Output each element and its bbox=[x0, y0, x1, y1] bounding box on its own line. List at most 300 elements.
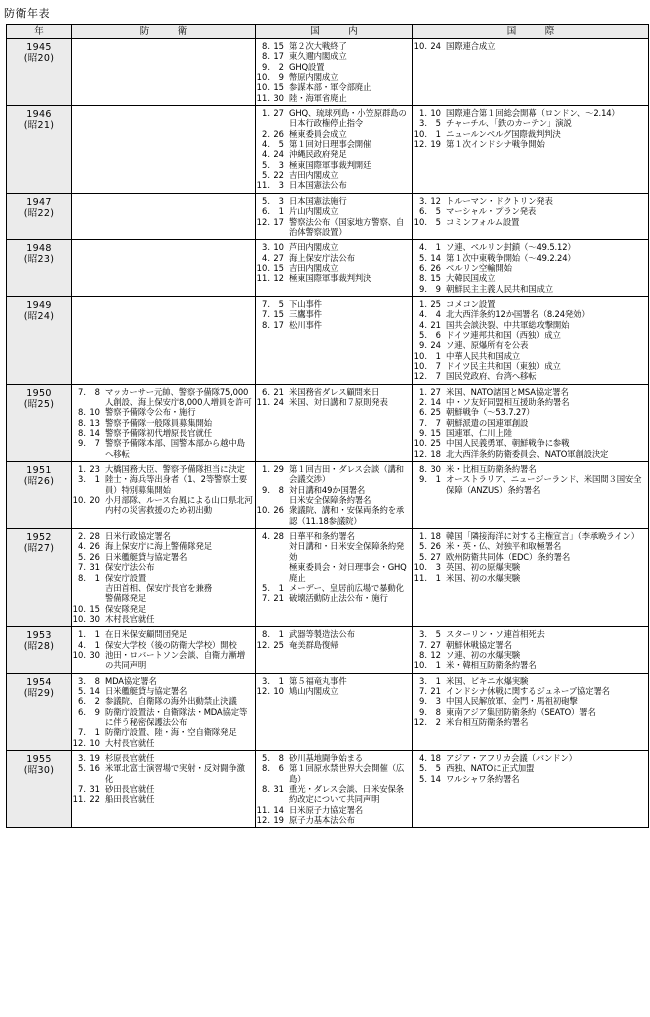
event-month: 11. bbox=[256, 804, 270, 815]
event-month: 5. bbox=[262, 159, 270, 170]
event-entry bbox=[413, 309, 646, 319]
event-day: 5 bbox=[278, 139, 284, 150]
event-entry bbox=[256, 149, 410, 159]
event-entry bbox=[413, 707, 646, 717]
year-cell bbox=[7, 240, 72, 297]
event-day: 27 bbox=[273, 252, 284, 263]
event-entry bbox=[413, 284, 646, 294]
event-entry bbox=[413, 407, 646, 417]
event-text: 警察予備隊初代増原長官就任 bbox=[105, 428, 212, 439]
event-day: 26 bbox=[273, 128, 284, 139]
event-day: 22 bbox=[273, 170, 284, 181]
event-month: 10. bbox=[413, 438, 427, 449]
event-text: 海上保安庁に海上警備隊発足 bbox=[105, 541, 212, 552]
event-text: 極東委員会成立 bbox=[289, 128, 347, 139]
event-entry bbox=[72, 438, 253, 459]
year-label: 1953 bbox=[26, 630, 52, 642]
event-month: 9. bbox=[419, 428, 427, 439]
event-day: 1 bbox=[94, 572, 100, 583]
event-entry bbox=[413, 242, 646, 252]
event-entry bbox=[72, 696, 253, 706]
event-text: MDA協定署名 bbox=[105, 675, 157, 686]
table-row bbox=[7, 384, 649, 461]
event-month: 3. bbox=[419, 195, 427, 206]
event-text: 保安庁法公布 bbox=[105, 562, 155, 573]
event-text: 国連軍、仁川上陸 bbox=[446, 428, 512, 439]
event-entry bbox=[72, 474, 253, 495]
event-entry bbox=[256, 629, 410, 639]
year-cell bbox=[7, 384, 72, 461]
event-text: 米・韓相互防衛条約署名 bbox=[446, 660, 537, 671]
event-day: 7 bbox=[435, 371, 441, 382]
event-entry bbox=[413, 717, 646, 727]
event-text: 中国人民義勇軍、朝鮮戦争に参戦 bbox=[446, 438, 570, 449]
event-text: ベルリン空輸開始 bbox=[446, 262, 512, 273]
event-entry bbox=[256, 263, 410, 273]
event-text: 対日講和49か国署名 bbox=[289, 484, 366, 495]
event-month: 11. bbox=[72, 794, 86, 805]
event-entry bbox=[413, 108, 646, 118]
event-entry bbox=[256, 753, 410, 763]
event-month: 4. bbox=[419, 753, 427, 763]
event-day: 28 bbox=[273, 531, 284, 542]
event-day: 5 bbox=[435, 216, 441, 227]
event-text: 第１次インドシナ戦争開始 bbox=[446, 139, 545, 150]
event-month: 5. bbox=[262, 195, 270, 206]
event-month: 11. bbox=[256, 397, 270, 407]
event-text: ソ連、原爆所有を公表 bbox=[446, 340, 529, 351]
event-day: 20 bbox=[89, 495, 100, 506]
event-day: 25 bbox=[430, 298, 441, 309]
event-month: 8. bbox=[262, 41, 270, 51]
event-month: 4. bbox=[262, 139, 270, 150]
event-month: 12. bbox=[413, 448, 427, 459]
event-text: 日本国憲法施行 bbox=[289, 195, 347, 206]
event-month: 6. bbox=[419, 407, 427, 418]
event-entry bbox=[72, 573, 253, 583]
event-entry bbox=[72, 614, 253, 624]
event-day: 24 bbox=[430, 340, 441, 351]
event-text: 日華平和条約署名 bbox=[289, 531, 355, 542]
international-events-cell bbox=[413, 240, 649, 297]
event-entry bbox=[413, 263, 646, 273]
event-month: 12. bbox=[72, 737, 86, 748]
event-day bbox=[86, 593, 100, 603]
event-day: 14 bbox=[430, 397, 441, 407]
event-day: 16 bbox=[89, 763, 100, 774]
defense-events-cell bbox=[72, 39, 256, 106]
event-month bbox=[72, 593, 86, 603]
event-month: 12. bbox=[256, 685, 270, 696]
event-month: 8. bbox=[262, 784, 270, 795]
event-day: 17 bbox=[273, 319, 284, 330]
era-label: (昭28) bbox=[23, 641, 55, 653]
event-entry bbox=[413, 629, 646, 639]
event-entry bbox=[72, 407, 253, 417]
event-text: チャーチル、「鉄のカーテン」演説 bbox=[446, 118, 572, 129]
event-text: 沖縄民政府発足 bbox=[289, 149, 347, 160]
domestic-events-cell bbox=[256, 106, 413, 194]
event-day: 1 bbox=[435, 675, 441, 686]
year-cell bbox=[7, 193, 72, 239]
event-text: 重光・ダレス会談、日米安保条約改定について共同声明 bbox=[289, 784, 404, 805]
event-text: 国際連合成立 bbox=[446, 41, 496, 51]
event-month: 7. bbox=[419, 417, 427, 428]
year-cell bbox=[7, 673, 72, 750]
event-entry bbox=[256, 505, 410, 526]
event-entry bbox=[256, 387, 410, 397]
event-text: 東久邇内閣成立 bbox=[289, 51, 347, 62]
event-day: 4 bbox=[435, 309, 441, 320]
era-label: (昭23) bbox=[23, 254, 55, 266]
event-day: 29 bbox=[273, 464, 284, 475]
event-day: 26 bbox=[89, 541, 100, 552]
event-day: 15 bbox=[430, 273, 441, 284]
event-text: 第２次大戦終了 bbox=[289, 41, 347, 51]
year-cell bbox=[7, 627, 72, 673]
event-day: 8 bbox=[435, 706, 441, 717]
event-text: 池田・ロバートソン会談、自衛力漸増の共同声明 bbox=[105, 649, 245, 671]
event-entry bbox=[413, 774, 646, 784]
year-label: 1948 bbox=[26, 243, 52, 255]
defense-events-cell bbox=[72, 296, 256, 384]
event-text: 極東委員会・対日理事会・GHQ廃止 bbox=[289, 562, 407, 583]
event-text: 船田長官就任 bbox=[105, 794, 155, 805]
event-text: 海上保安庁法公布 bbox=[289, 252, 355, 263]
event-entry bbox=[256, 541, 410, 562]
event-month: 3. bbox=[262, 242, 270, 253]
event-text: 国共会談決裂、中共軍総攻撃開始 bbox=[446, 319, 570, 330]
event-month: 9. bbox=[419, 340, 427, 351]
event-day: 8 bbox=[278, 484, 284, 495]
event-text: 日米艦艇貸与協定署名 bbox=[105, 551, 188, 562]
event-month: 4. bbox=[419, 309, 427, 320]
defense-events-cell bbox=[72, 627, 256, 673]
event-month: 5. bbox=[262, 170, 270, 181]
international-events-cell bbox=[413, 529, 649, 627]
event-entry bbox=[256, 309, 410, 319]
event-month bbox=[256, 541, 270, 562]
defense-events-cell bbox=[72, 529, 256, 627]
table-row bbox=[7, 240, 649, 297]
event-text: GHQ設置 bbox=[289, 61, 325, 72]
header-domestic: 国 内 bbox=[256, 25, 413, 39]
event-entry bbox=[413, 562, 646, 572]
event-month: 6. bbox=[419, 262, 427, 273]
defense-events-cell bbox=[72, 106, 256, 194]
event-month: 6. bbox=[78, 696, 86, 707]
event-entry bbox=[413, 340, 646, 350]
event-text: 中華人民共和国成立 bbox=[446, 350, 521, 361]
event-month: 2. bbox=[78, 531, 86, 542]
event-entry bbox=[72, 640, 253, 650]
event-text: コミンフォルム設置 bbox=[446, 216, 520, 227]
event-entry bbox=[256, 273, 410, 283]
table-row bbox=[7, 627, 649, 673]
event-text: 参謀本部・軍令部廃止 bbox=[289, 82, 372, 93]
event-entry bbox=[256, 62, 410, 72]
event-entry bbox=[413, 474, 646, 495]
event-entry bbox=[256, 139, 410, 149]
event-month: 10. bbox=[256, 82, 270, 93]
event-month: 4. bbox=[419, 242, 427, 253]
event-text: 韓国「隣接海洋に対する主権宣言」（李承晩ライン） bbox=[446, 531, 639, 542]
event-text: 日本国憲法公布 bbox=[289, 180, 347, 191]
table-row bbox=[7, 296, 649, 384]
event-text: 吉田内閣成立 bbox=[289, 262, 339, 273]
event-text: 保安隊発足 bbox=[105, 603, 147, 614]
event-day: 27 bbox=[430, 551, 441, 562]
event-month: 5. bbox=[262, 753, 270, 763]
event-entry bbox=[256, 242, 410, 252]
event-month: 3. bbox=[78, 753, 86, 763]
event-day: 24 bbox=[273, 397, 284, 407]
event-day: 8 bbox=[94, 675, 100, 686]
event-text: 防衛庁設置法・自衛隊法・MDA協定等に伴う秘密保護法公布 bbox=[105, 706, 248, 727]
event-entry bbox=[256, 170, 410, 180]
event-day: 7 bbox=[435, 417, 441, 428]
domestic-events-cell bbox=[256, 39, 413, 106]
event-text: 第１回吉田・ダレス会談（講和会議交渉） bbox=[289, 464, 404, 485]
event-entry bbox=[413, 763, 646, 773]
event-month: 4. bbox=[419, 319, 427, 330]
event-month: 7. bbox=[262, 593, 270, 604]
event-entry bbox=[72, 593, 253, 603]
event-month: 7. bbox=[78, 386, 86, 397]
event-entry bbox=[72, 763, 253, 784]
event-month: 8. bbox=[78, 417, 86, 428]
year-label: 1955 bbox=[26, 754, 52, 765]
event-month: 4. bbox=[78, 541, 86, 552]
event-day: 1 bbox=[435, 350, 441, 361]
event-entry bbox=[413, 753, 646, 763]
event-entry bbox=[413, 438, 646, 448]
event-text: 朝鮮派遣の国連軍創設 bbox=[446, 417, 529, 428]
event-text: 米・英・仏、対独平和取極署名 bbox=[446, 541, 562, 552]
event-day: 1 bbox=[278, 675, 284, 686]
international-events-cell bbox=[413, 384, 649, 461]
event-day: 3 bbox=[435, 696, 441, 707]
event-month: 3. bbox=[419, 675, 427, 686]
event-entry bbox=[413, 676, 646, 686]
event-text: 警察予備隊本部、国警本部から越中島へ移転 bbox=[105, 438, 245, 459]
international-events-cell bbox=[413, 673, 649, 750]
event-entry bbox=[413, 531, 646, 541]
event-entry bbox=[72, 562, 253, 572]
event-entry bbox=[256, 495, 410, 505]
event-day: 18 bbox=[430, 753, 441, 763]
event-entry bbox=[256, 160, 410, 170]
table-row bbox=[7, 193, 649, 239]
event-entry bbox=[413, 418, 646, 428]
event-day: 19 bbox=[89, 753, 100, 763]
event-day: 3 bbox=[278, 159, 284, 170]
event-entry bbox=[413, 253, 646, 263]
event-month: 1. bbox=[419, 531, 427, 542]
event-month: 11. bbox=[413, 572, 427, 583]
event-text: 保安大学校（後の防衛大学校）開校 bbox=[105, 639, 237, 650]
event-text: 日米行政協定署名 bbox=[105, 531, 171, 542]
event-entry bbox=[413, 464, 646, 474]
table-row bbox=[7, 106, 649, 194]
event-month: 1. bbox=[419, 386, 427, 397]
event-month: 9. bbox=[419, 283, 427, 294]
event-month: 8. bbox=[419, 649, 427, 660]
event-day: 14 bbox=[273, 804, 284, 815]
event-entry bbox=[256, 217, 410, 238]
event-text: 第１次中東戦争開始（〜49.2.24） bbox=[446, 252, 576, 263]
event-day: 7 bbox=[435, 360, 441, 371]
event-day: 26 bbox=[89, 551, 100, 562]
event-month: 8. bbox=[419, 273, 427, 284]
event-text: ドイツ連邦共和国（西独）成立 bbox=[446, 329, 561, 340]
event-day: 3 bbox=[435, 562, 441, 573]
event-day: 10 bbox=[273, 242, 284, 253]
event-text: 松川事件 bbox=[289, 319, 322, 330]
event-day: 26 bbox=[273, 505, 284, 516]
event-day: 2 bbox=[435, 716, 441, 727]
event-day: 5 bbox=[435, 763, 441, 774]
event-day: 15 bbox=[89, 603, 100, 614]
event-entry bbox=[413, 573, 646, 583]
event-day: 14 bbox=[430, 773, 441, 784]
event-day: 9 bbox=[435, 283, 441, 294]
year-cell bbox=[7, 106, 72, 194]
event-entry bbox=[413, 552, 646, 562]
event-day: 26 bbox=[430, 541, 441, 552]
table-row bbox=[7, 751, 649, 828]
event-day bbox=[270, 562, 284, 583]
event-day: 25 bbox=[430, 407, 441, 418]
header-international: 国 際 bbox=[413, 25, 649, 39]
year-label: 1954 bbox=[26, 676, 52, 688]
event-day: 10 bbox=[430, 108, 441, 119]
event-month: 6. bbox=[419, 206, 427, 217]
event-day: 6 bbox=[435, 329, 441, 340]
event-entry bbox=[72, 541, 253, 551]
event-day: 10 bbox=[89, 407, 100, 418]
event-day: 21 bbox=[430, 685, 441, 696]
event-month: 1. bbox=[262, 108, 270, 119]
event-month: 1. bbox=[78, 629, 86, 640]
defense-events-cell bbox=[72, 384, 256, 461]
event-text: 大村長官就任 bbox=[105, 737, 155, 748]
event-month: 5. bbox=[419, 773, 427, 784]
event-day: 27 bbox=[430, 639, 441, 650]
event-day: 9 bbox=[278, 72, 284, 83]
event-entry bbox=[256, 815, 410, 825]
event-day bbox=[270, 495, 284, 505]
header-defense: 防 衛 bbox=[72, 25, 256, 39]
event-text: 米国、対日講和７原則発表 bbox=[289, 397, 388, 407]
event-day: 30 bbox=[89, 649, 100, 660]
event-text: 米台相互防衛条約署名 bbox=[446, 716, 529, 727]
event-day: 12 bbox=[273, 273, 284, 284]
year-label: 1951 bbox=[26, 465, 52, 477]
event-entry bbox=[72, 707, 253, 728]
event-month: 10. bbox=[256, 505, 270, 516]
event-month: 7. bbox=[419, 639, 427, 650]
event-entry bbox=[72, 387, 253, 408]
event-day: 25 bbox=[273, 639, 284, 650]
event-month bbox=[72, 583, 86, 593]
event-text: 鳩山内閣成立 bbox=[289, 685, 339, 696]
event-month: 1. bbox=[419, 108, 427, 119]
event-day: 31 bbox=[89, 562, 100, 573]
event-month: 12. bbox=[413, 371, 427, 382]
domestic-events-cell bbox=[256, 296, 413, 384]
event-day: 18 bbox=[430, 448, 441, 459]
event-text: ニュールンベルグ国際裁判判決 bbox=[446, 128, 561, 139]
event-day: 1 bbox=[94, 474, 100, 485]
event-text: 片山内閣成立 bbox=[289, 206, 339, 217]
event-month: 7. bbox=[262, 309, 270, 320]
event-entry bbox=[256, 805, 410, 815]
event-month: 5. bbox=[78, 763, 86, 774]
event-month: 3. bbox=[262, 675, 270, 686]
event-day: 21 bbox=[273, 386, 284, 397]
event-text: 米国務省ダレス顧問来日 bbox=[289, 386, 380, 397]
year-label: 1950 bbox=[26, 387, 52, 399]
event-text: 衆議院、講和・安保両条約を承認（11.18参議院） bbox=[289, 505, 405, 526]
event-text: 朝鮮戦争（〜53.7.27） bbox=[446, 407, 535, 418]
event-day: 27 bbox=[273, 108, 284, 119]
event-entry bbox=[413, 217, 646, 227]
event-text: 陸・海軍省廃止 bbox=[289, 92, 347, 103]
table-row bbox=[7, 39, 649, 106]
domestic-events-cell bbox=[256, 529, 413, 627]
event-day: 1 bbox=[278, 206, 284, 217]
event-month: 5. bbox=[419, 329, 427, 340]
event-text: トルーマン・ドクトリン発表 bbox=[446, 195, 553, 206]
event-entry bbox=[72, 418, 253, 428]
event-month: 8. bbox=[419, 464, 427, 475]
event-day: 1 bbox=[435, 128, 441, 139]
event-entry bbox=[413, 139, 646, 149]
event-entry bbox=[413, 206, 646, 216]
event-entry bbox=[256, 129, 410, 139]
event-text: 吉田首相、保安庁長官を兼務 bbox=[105, 582, 212, 593]
event-entry bbox=[256, 562, 410, 583]
era-label: (昭30) bbox=[23, 765, 55, 776]
year-label: 1945 bbox=[26, 42, 52, 53]
event-day: 24 bbox=[430, 41, 441, 51]
event-day: 1 bbox=[435, 474, 441, 485]
event-day: 23 bbox=[89, 464, 100, 475]
event-day: 15 bbox=[273, 82, 284, 93]
event-month: 6. bbox=[262, 206, 270, 217]
event-month: 5. bbox=[262, 582, 270, 593]
event-month: 4. bbox=[262, 531, 270, 542]
event-day: 15 bbox=[273, 309, 284, 320]
event-entry bbox=[72, 531, 253, 541]
event-day: 9 bbox=[94, 706, 100, 717]
header-year: 年 bbox=[7, 25, 72, 39]
event-month: 10. bbox=[72, 613, 86, 624]
event-month: 8. bbox=[78, 428, 86, 439]
event-text: 大韓民国成立 bbox=[446, 273, 496, 284]
event-day: 13 bbox=[89, 417, 100, 428]
international-events-cell bbox=[413, 627, 649, 673]
year-cell bbox=[7, 39, 72, 106]
event-month: 11. bbox=[256, 92, 270, 103]
event-day: 10 bbox=[273, 685, 284, 696]
event-entry bbox=[413, 650, 646, 660]
event-text: メーデー、皇居前広場で暴動化 bbox=[289, 582, 404, 593]
event-entry bbox=[256, 196, 410, 206]
event-text: 警察予備隊一般隊員募集開始 bbox=[105, 417, 212, 428]
table-body bbox=[7, 39, 649, 828]
